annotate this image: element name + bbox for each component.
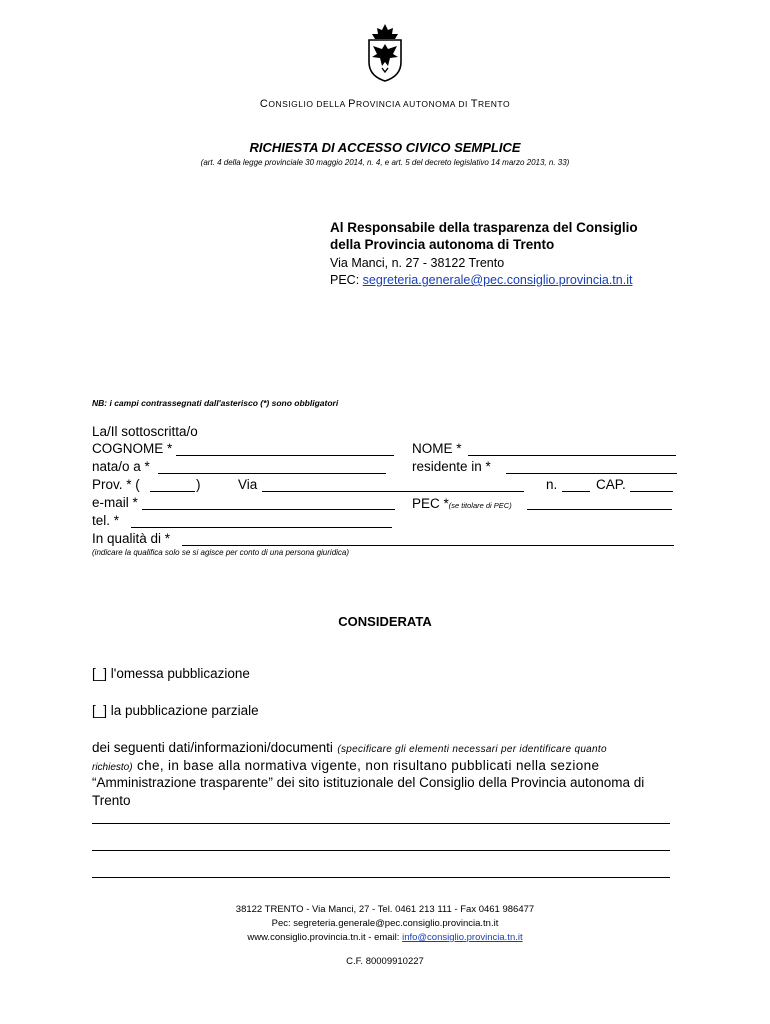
nome-field[interactable] [468, 455, 676, 456]
numero-field[interactable] [562, 491, 590, 492]
body-line1 [92, 739, 678, 757]
qualita-label: In qualità di * [92, 531, 171, 546]
prov-label: Prov. * ( [92, 477, 140, 492]
pec-field-label [412, 495, 512, 513]
recipient-line2: della Provincia autonoma di Trento [330, 237, 555, 252]
qualita-note: (indicare la qualifica solo se si agisce per conto di una persona giuridica) [92, 548, 350, 557]
section-heading: CONSIDERATA [338, 614, 432, 629]
pec-field-text: PEC * [412, 496, 449, 511]
email-field[interactable] [142, 509, 395, 510]
pec-label: PEC: [330, 273, 360, 287]
footer-web-text: www.consiglio.provincia.tn.it - email: [247, 932, 400, 943]
recipient-line1: Al Responsabile della trasparenza del Consiglio [330, 220, 638, 235]
form-intro: La/Il sottoscritta/o [92, 424, 198, 439]
detail-line[interactable] [92, 877, 670, 878]
institution-part: P [348, 98, 356, 110]
body-line2 [92, 757, 599, 775]
nato-label: nata/o a * [92, 459, 150, 474]
institution-part: C [259, 98, 269, 110]
institution-part: T [470, 98, 478, 110]
pec-field-note: (se titolare di PEC) [448, 501, 512, 510]
recipient-address: Via Manci, n. 27 - 38122 Trento [330, 256, 505, 270]
residente-label: residente in * [412, 459, 491, 474]
detail-line[interactable] [92, 823, 670, 824]
via-label: Via [238, 477, 258, 492]
prov-close: ) [196, 477, 201, 492]
footer-email-link[interactable]: info@consiglio.provincia.tn.it [402, 932, 523, 943]
option-omessa[interactable]: [_] l'omessa pubblicazione [92, 666, 250, 681]
numero-label: n. [546, 477, 558, 492]
body-line3: “Amministrazione trasparente” dei sito istituzionale del Consiglio della Provincia autonoma di [92, 775, 645, 790]
detail-line[interactable] [92, 850, 670, 851]
residente-field[interactable] [506, 473, 677, 474]
body-line4: Trento [92, 793, 131, 808]
tel-label: tel. * [92, 513, 120, 528]
body-lead: dei seguenti dati/informazioni/documenti [92, 740, 333, 755]
document-title: RICHIESTA DI ACCESSO CIVICO SEMPLICE [249, 140, 521, 155]
institution-part: RENTO [477, 99, 511, 109]
footer-web [0, 932, 770, 943]
nome-label: NOME * [412, 441, 462, 456]
body-line2-text: che, in base alla normativa vigente, non risultano pubblicati nella sezione [137, 758, 600, 773]
cognome-field[interactable] [176, 455, 394, 456]
tel-field[interactable] [131, 527, 392, 528]
nato-field[interactable] [158, 473, 386, 474]
footer-pec: Pec: segreteria.generale@pec.consiglio.provincia.tn.it [271, 918, 499, 929]
option-parziale[interactable]: [_] la pubblicazione parziale [92, 703, 259, 718]
recipient-pec [330, 273, 632, 287]
pec-email-link[interactable]: segreteria.generale@pec.consiglio.provincia.tn.it [362, 273, 633, 287]
mandatory-note: NB: i campi contrassegnati dall'asterisco (*) sono obbligatori [92, 398, 339, 408]
pec-field[interactable] [527, 509, 672, 510]
document-subtitle: (art. 4 della legge provinciale 30 maggio 2014, n. 4, e art. 5 del decreto legislativo 14 marzo 2013, n. 33) [200, 158, 570, 167]
cap-label: CAP. [596, 477, 626, 492]
body-hint-end: richiesto) [92, 762, 133, 773]
coat-of-arms-icon [364, 22, 406, 82]
qualita-field[interactable] [182, 545, 674, 546]
institution-name [0, 94, 770, 112]
cognome-label: COGNOME * [92, 441, 173, 456]
via-field[interactable] [262, 491, 524, 492]
institution-part: ONSIGLIO DELLA [268, 99, 349, 109]
email-label: e-mail * [92, 495, 138, 510]
footer-address: 38122 TRENTO - Via Manci, 27 - Tel. 0461 213 111 - Fax 0461 986477 [235, 904, 535, 915]
footer-cf: C.F. 80009910227 [346, 956, 424, 967]
institution-part: ROVINCIA AUTONOMA DI [356, 99, 471, 109]
body-hint: (specificare gli elementi necessari per identificare quanto [337, 744, 607, 755]
cap-field[interactable] [630, 491, 673, 492]
prov-field[interactable] [150, 491, 195, 492]
